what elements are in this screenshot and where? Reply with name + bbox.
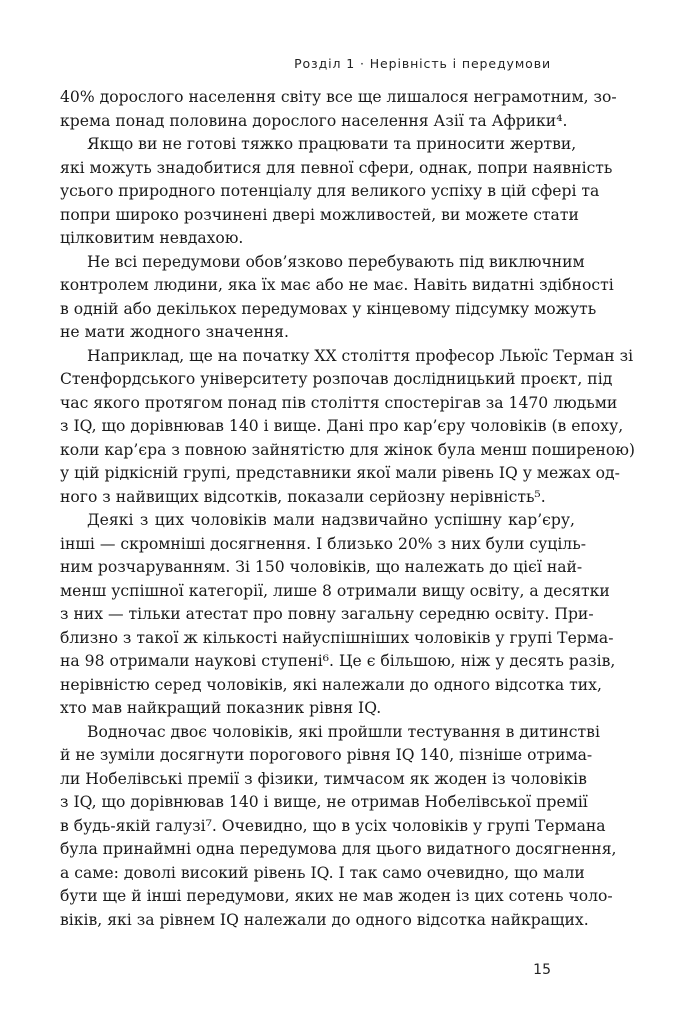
text-line: близно з такої ж кількості найуспішніших чоловіків у групі Терма- [60,628,614,647]
text-line: 40% дорослого населення світу все ще лишалося неграмотним, зо- [60,88,617,106]
text-line: ним розчаруванням. Зі 150 чоловіків, що належать до цієї най- [60,558,583,576]
text-line: ного з найвищих відсотків, показали серйозну нерівність⁵. [60,487,546,506]
text-line: хто мав найкращий показник рівня IQ. [60,699,382,717]
text-line: Стенфордського університету розпочав дослідницький проєкт, під [60,370,613,388]
text-line: в будь-якій галузі⁷. Очевидно, що в усіх чоловіків у групі Термана [60,816,606,835]
text-line: ли Нобелівські премії з фізики, тимчасом як жоден із чоловіків [60,769,587,788]
text-line: з IQ, що дорівнював 140 і вище. Дані про кар’єру чоловіків (в епоху, [60,417,624,435]
text-line: з них — тільки атестат про повну загальну середню освіту. При- [60,605,594,623]
text-line: в одній або декількох передумовах у кінцевому підсумку можуть [60,299,597,318]
text-line: була принаймні одна передумова для цього видатного досягнення, [60,840,617,858]
text-line: не мати жодного значення. [60,323,289,341]
text-line: Не всі передумови обов’язково перебувають під виключним [87,252,585,271]
text-line: Наприклад, ще на початку XX століття професор Льюїс Терман зі [87,346,634,365]
text-line: час якого протягом понад пів століття спостерігав за 1470 людьми [60,393,618,412]
text-line: менш успішної категорії, лише 8 отримали вищу освіту, а десятки [60,581,610,600]
text-line: усього природного потенціалу для великого успіху в цій сфері та [60,182,600,200]
text-line: Деякі з цих чоловіків мали надзвичайно успішну кар’єру, [87,511,575,529]
text-line: на 98 отримали наукові ступені⁶. Це є більшою, ніж у десять разів, [60,652,616,670]
text-line: попри широко розчинені двері можливостей, ви можете стати [60,205,579,224]
paragraph [60,345,635,510]
text-line: бути ще й інші передумови, яких не мав жоден із цих сотень чоло- [60,887,613,905]
text-line: контролем людини, яка їх має або не має. Навіть видатні здібності [60,276,614,294]
running-head: Розділ 1 · Нерівність і передумови [294,56,551,71]
text-line: у цій рідкісній групі, представники якої мали рівень IQ у межах од- [60,464,620,482]
text-line: нерівністю серед чоловіків, які належали до одного відсотка тих, [60,675,602,694]
paragraph [60,251,614,345]
page-number: 15 [533,962,551,978]
text-line: крема понад половина дорослого населення Азії та Африки⁴. [60,111,568,130]
text-line: й не зуміли досягнути порогового рівня IQ 140, пізніше отрима- [60,746,593,764]
paragraph [60,86,617,133]
paragraph [60,509,616,721]
text-line: Якщо ви не готові тяжко працювати та приносити жертви, [87,135,577,153]
text-line: цілковитим невдахою. [60,229,244,247]
text-line: які можуть знадобитися для певної сфери, однак, попри наявність [60,158,613,177]
text-line: інші — скромніші досягнення. І близько 20% з них були суціль- [60,534,586,553]
paragraph [60,133,613,251]
text-line: з IQ, що дорівнював 140 і вище, не отримав Нобелівської премії [60,793,588,811]
body-text [60,86,635,932]
text-line: Водночас двоє чоловіків, які пройшли тестування в дитинстві [87,722,600,741]
text-line: а саме: доволі високий рівень IQ. І так само очевидно, що мали [60,863,585,882]
text-line: коли кар’єра з повною зайнятістю для жінок була менш поширеною) [60,440,635,459]
paragraph [60,721,617,933]
text-line: віків, які за рівнем IQ належали до одного відсотка найкращих. [60,910,589,929]
